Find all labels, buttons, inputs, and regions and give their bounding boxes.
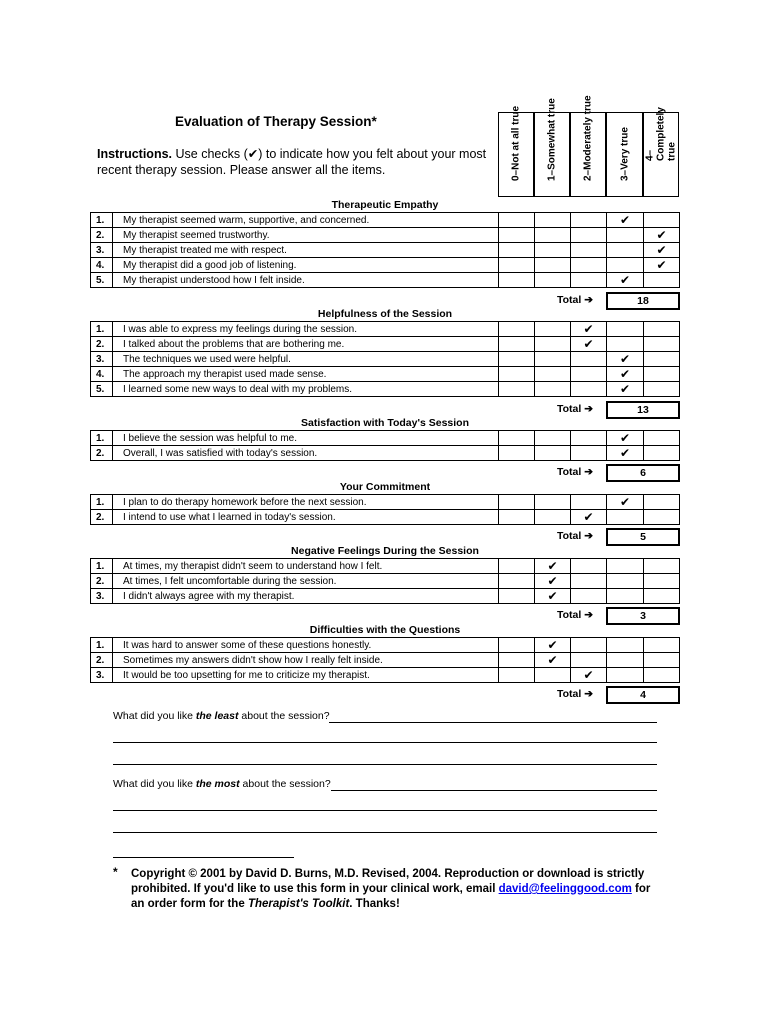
item-text: I didn't always agree with my therapist. [113, 589, 499, 604]
rating-cell-0[interactable] [499, 668, 535, 683]
table-row [91, 574, 680, 589]
item-text: Overall, I was satisfied with today's session. [113, 446, 499, 461]
check-icon: ✔ [547, 653, 558, 667]
item-text: The techniques we used were helpful. [113, 352, 499, 367]
item-text: Sometimes my answers didn't show how I really felt inside. [113, 653, 499, 668]
item-number: 5. [91, 273, 113, 288]
footnote: Copyright © 2001 by David D. Burns, M.D. Revised, 2004. Reproduction or download is strictly prohibited. If you'd like to use this form in your clinical work, email david@feelinggood.com for an order form for the Therapist's Toolkit. Thanks! [131, 868, 651, 910]
rating-cell-4[interactable] [644, 352, 680, 367]
rating-cell-4[interactable] [644, 495, 680, 510]
rating-cell-3[interactable] [607, 589, 644, 604]
rating-cell-2[interactable] [571, 228, 607, 243]
item-number: 1. [91, 213, 113, 228]
rating-cell-2[interactable] [571, 382, 607, 397]
rating-cell-3[interactable] [607, 574, 644, 589]
total-label: Total ➔ [557, 609, 594, 622]
total-label: Total ➔ [557, 529, 594, 542]
item-number: 1. [91, 559, 113, 574]
item-text: My therapist seemed trustworthy. [113, 228, 499, 243]
rating-cell-3[interactable] [607, 495, 644, 510]
item-text: The approach my therapist used made sense. [113, 367, 499, 382]
footnote-marker: * [113, 865, 118, 879]
rating-cell-3[interactable] [607, 273, 644, 288]
section-title: Therapeutic Empathy [331, 199, 439, 211]
check-icon: ✔ [656, 243, 667, 257]
answer-line-least-2[interactable] [113, 742, 657, 743]
table-row [91, 243, 680, 258]
rating-cell-3[interactable] [607, 446, 644, 461]
rating-cell-2[interactable] [571, 431, 607, 446]
rating-cell-3[interactable] [607, 382, 644, 397]
table-row [91, 322, 680, 337]
question-least: What did you like the least about the session? [113, 710, 330, 722]
section-table [90, 321, 680, 397]
item-text: It would be too upsetting for me to criticize my therapist. [113, 668, 499, 683]
item-text: At times, my therapist didn't seem to understand how I felt. [113, 559, 499, 574]
rating-cell-1[interactable] [535, 337, 571, 352]
rating-cell-3[interactable] [607, 653, 644, 668]
item-text: My therapist understood how I felt inside. [113, 273, 499, 288]
item-text: At times, I felt uncomfortable during the session. [113, 574, 499, 589]
item-number: 4. [91, 258, 113, 273]
rating-cell-3[interactable] [607, 258, 644, 273]
rating-cell-4[interactable] [644, 243, 680, 258]
rating-cell-3[interactable] [607, 322, 644, 337]
rating-cell-4[interactable] [644, 322, 680, 337]
rating-cell-0[interactable] [499, 638, 535, 653]
total-value[interactable]: 18 [606, 292, 680, 310]
check-icon: ✔ [583, 322, 594, 336]
rating-cell-2[interactable] [571, 446, 607, 461]
rating-cell-4[interactable] [644, 337, 680, 352]
rating-cell-3[interactable] [607, 668, 644, 683]
rating-cell-0[interactable] [499, 367, 535, 382]
item-text: I plan to do therapy homework before the next session. [113, 495, 499, 510]
table-row [91, 337, 680, 352]
rating-cell-1[interactable] [535, 273, 571, 288]
item-number: 1. [91, 431, 113, 446]
item-number: 2. [91, 653, 113, 668]
rating-cell-2[interactable] [571, 337, 607, 352]
rating-cell-4[interactable] [644, 228, 680, 243]
scale-label: 3–Very true [619, 127, 630, 181]
check-icon: ✔ [619, 213, 631, 227]
rating-cell-1[interactable] [535, 589, 571, 604]
table-row [91, 510, 680, 525]
section-table [90, 637, 680, 683]
rating-cell-0[interactable] [499, 589, 535, 604]
table-row [91, 273, 680, 288]
rating-cell-0[interactable] [499, 559, 535, 574]
check-icon: ✔ [619, 273, 631, 287]
table-row [91, 668, 680, 683]
rating-cell-4[interactable] [644, 559, 680, 574]
rating-cell-0[interactable] [499, 228, 535, 243]
total-label: Total ➔ [557, 688, 594, 701]
rating-cell-0[interactable] [499, 322, 535, 337]
rating-cell-0[interactable] [499, 337, 535, 352]
rating-cell-3[interactable] [607, 352, 644, 367]
rating-cell-1[interactable] [535, 559, 571, 574]
rating-cell-3[interactable] [607, 367, 644, 382]
table-row [91, 559, 680, 574]
item-number: 5. [91, 382, 113, 397]
table-row [91, 495, 680, 510]
rating-cell-2[interactable] [571, 273, 607, 288]
rating-cell-0[interactable] [499, 273, 535, 288]
rating-cell-2[interactable] [571, 653, 607, 668]
rating-cell-3[interactable] [607, 243, 644, 258]
rating-cell-0[interactable] [499, 382, 535, 397]
item-number: 1. [91, 495, 113, 510]
rating-cell-1[interactable] [535, 352, 571, 367]
instructions-text: Use checks (✔) to indicate how you felt about your most recent therapy session. Please answer all the items. [97, 147, 487, 177]
section-table [90, 558, 680, 604]
item-text: I believe the session was helpful to me. [113, 431, 499, 446]
table-row [91, 638, 680, 653]
rating-cell-2[interactable] [571, 638, 607, 653]
rating-cell-1[interactable] [535, 228, 571, 243]
rating-cell-0[interactable] [499, 495, 535, 510]
section-title: Difficulties with the Questions [309, 624, 461, 636]
rating-cell-4[interactable] [644, 273, 680, 288]
check-icon: ✔ [619, 495, 631, 509]
rating-cell-1[interactable] [535, 446, 571, 461]
rating-cell-2[interactable] [571, 352, 607, 367]
check-icon: ✔ [656, 258, 667, 272]
rating-cell-4[interactable] [644, 382, 680, 397]
answer-line-most-1[interactable] [331, 790, 657, 791]
rating-cell-0[interactable] [499, 653, 535, 668]
rating-cell-2[interactable] [571, 322, 607, 337]
check-icon: ✔ [583, 337, 594, 351]
answer-line-most-2[interactable] [113, 810, 657, 811]
rating-cell-3[interactable] [607, 559, 644, 574]
item-number: 1. [91, 638, 113, 653]
table-row [91, 367, 680, 382]
rating-cell-4[interactable] [644, 653, 680, 668]
rating-cell-3[interactable] [607, 213, 644, 228]
answer-line-most-3[interactable] [113, 832, 657, 833]
rating-cell-4[interactable] [644, 431, 680, 446]
rating-cell-1[interactable] [535, 668, 571, 683]
rating-cell-2[interactable] [571, 495, 607, 510]
scale-column-1 [534, 98, 570, 197]
rating-cell-1[interactable] [535, 382, 571, 397]
check-icon: ✔ [619, 367, 631, 381]
rating-cell-1[interactable] [535, 213, 571, 228]
scale-label: 1–Somewhat true [546, 98, 558, 181]
rating-cell-0[interactable] [499, 258, 535, 273]
instructions [97, 146, 497, 178]
table-row [91, 382, 680, 397]
rating-cell-0[interactable] [499, 510, 535, 525]
rating-cell-1[interactable] [535, 638, 571, 653]
check-icon: ✔ [619, 446, 631, 460]
total-value[interactable]: 6 [606, 464, 680, 482]
rating-cell-2[interactable] [571, 367, 607, 382]
check-icon: ✔ [619, 431, 631, 445]
rating-cell-3[interactable] [607, 510, 644, 525]
page-title: Evaluation of Therapy Session* [175, 114, 377, 129]
email-link[interactable]: david@feelinggood.com [498, 883, 632, 895]
rating-cell-1[interactable] [535, 653, 571, 668]
rating-cell-3[interactable] [607, 431, 644, 446]
section-title: Your Commitment [339, 481, 431, 493]
rating-cell-2[interactable] [571, 258, 607, 273]
rating-cell-1[interactable] [535, 495, 571, 510]
rating-cell-0[interactable] [499, 352, 535, 367]
rating-cell-4[interactable] [644, 258, 680, 273]
table-row [91, 352, 680, 367]
rating-cell-2[interactable] [571, 243, 607, 258]
scale-column-4 [643, 107, 679, 197]
section-table [90, 212, 680, 288]
section-title: Negative Feelings During the Session [291, 545, 479, 557]
rating-cell-1[interactable] [535, 574, 571, 589]
table-row [91, 653, 680, 668]
scale-label: 0–Not at all true [510, 105, 522, 181]
answer-line-least-1[interactable] [329, 722, 657, 723]
check-icon: ✔ [656, 228, 667, 242]
item-text: I intend to use what I learned in today's session. [113, 510, 499, 525]
check-icon: ✔ [619, 352, 631, 366]
total-value[interactable]: 4 [606, 686, 680, 704]
footnote-rule [113, 857, 294, 858]
rating-cell-1[interactable] [535, 243, 571, 258]
section-title: Satisfaction with Today's Session [300, 417, 469, 429]
rating-cell-1[interactable] [535, 510, 571, 525]
rating-cell-2[interactable] [571, 510, 607, 525]
rating-cell-4[interactable] [644, 589, 680, 604]
section-table [90, 430, 680, 461]
scale-column-3 [606, 112, 643, 197]
rating-cell-1[interactable] [535, 367, 571, 382]
section-title: Helpfulness of the Session [317, 308, 453, 320]
table-row [91, 258, 680, 273]
check-icon: ✔ [583, 510, 594, 524]
total-value[interactable]: 3 [606, 607, 680, 625]
rating-cell-2[interactable] [571, 559, 607, 574]
question-most: What did you like the most about the session? [113, 778, 331, 790]
total-label: Total ➔ [557, 465, 594, 478]
scale-column-0 [498, 105, 534, 197]
rating-cell-0[interactable] [499, 243, 535, 258]
table-row [91, 446, 680, 461]
rating-cell-1[interactable] [535, 258, 571, 273]
rating-cell-4[interactable] [644, 367, 680, 382]
rating-cell-0[interactable] [499, 213, 535, 228]
total-value[interactable]: 5 [606, 528, 680, 546]
table-row [91, 228, 680, 243]
table-row [91, 431, 680, 446]
table-row [91, 589, 680, 604]
check-icon: ✔ [547, 559, 558, 573]
check-icon: ✔ [547, 638, 558, 652]
rating-cell-3[interactable] [607, 638, 644, 653]
rating-cell-4[interactable] [644, 446, 680, 461]
item-number: 3. [91, 668, 113, 683]
total-label: Total ➔ [557, 403, 594, 415]
item-text: My therapist did a good job of listening. [113, 258, 499, 273]
rating-cell-0[interactable] [499, 446, 535, 461]
scale-column-2 [570, 95, 606, 197]
answer-line-least-3[interactable] [113, 764, 657, 765]
rating-cell-4[interactable] [644, 213, 680, 228]
total-value[interactable]: 13 [606, 401, 680, 419]
item-number: 1. [91, 322, 113, 337]
check-icon: ✔ [583, 668, 594, 682]
rating-cell-4[interactable] [644, 668, 680, 683]
rating-cell-2[interactable] [571, 574, 607, 589]
rating-cell-3[interactable] [607, 228, 644, 243]
rating-cell-0[interactable] [499, 574, 535, 589]
rating-cell-0[interactable] [499, 431, 535, 446]
item-number: 2. [91, 510, 113, 525]
check-icon: ✔ [547, 589, 558, 603]
rating-cell-2[interactable] [571, 213, 607, 228]
item-number: 2. [91, 574, 113, 589]
item-number: 3. [91, 243, 113, 258]
rating-cell-4[interactable] [644, 510, 680, 525]
item-text: It was hard to answer some of these questions honestly. [113, 638, 499, 653]
check-icon: ✔ [619, 382, 631, 396]
table-row [91, 213, 680, 228]
check-icon: ✔ [547, 574, 558, 588]
rating-cell-2[interactable] [571, 589, 607, 604]
item-text: I learned some new ways to deal with my problems. [113, 382, 499, 397]
item-number: 3. [91, 352, 113, 367]
instructions-label: Instructions. [97, 147, 173, 161]
section-table [90, 494, 680, 525]
rating-cell-2[interactable] [571, 668, 607, 683]
item-text: I talked about the problems that are bothering me. [113, 337, 499, 352]
item-number: 2. [91, 337, 113, 352]
rating-cell-4[interactable] [644, 574, 680, 589]
item-number: 3. [91, 589, 113, 604]
rating-cell-3[interactable] [607, 337, 644, 352]
total-label: Total ➔ [557, 294, 594, 306]
item-text: My therapist treated me with respect. [113, 243, 499, 258]
rating-cell-1[interactable] [535, 431, 571, 446]
rating-cell-1[interactable] [535, 322, 571, 337]
item-number: 2. [91, 228, 113, 243]
scale-label: 4–Completely true [644, 107, 678, 161]
rating-cell-4[interactable] [644, 638, 680, 653]
item-text: I was able to express my feelings during the session. [113, 322, 499, 337]
item-number: 4. [91, 367, 113, 382]
scale-label: 2–Moderately true [582, 95, 594, 181]
item-text: My therapist seemed warm, supportive, and concerned. [113, 213, 499, 228]
item-number: 2. [91, 446, 113, 461]
